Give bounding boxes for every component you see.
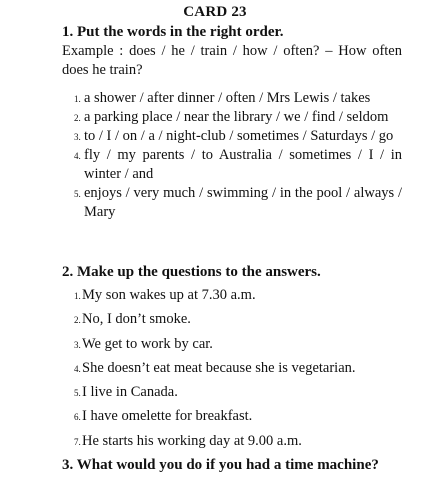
task1-list <box>62 89 402 222</box>
item-text: No, I don’t smoke. <box>82 311 191 328</box>
task1-item <box>62 184 402 222</box>
task1-item <box>62 146 402 184</box>
item-text: a parking place / near the library / we / find / seldom <box>84 109 389 125</box>
item-number: 1. <box>74 291 81 301</box>
item-number: 4. <box>74 151 81 161</box>
item-number: 5. <box>74 189 81 199</box>
item-text: a shower / after dinner / often / Mrs Lewis / takes <box>84 90 371 106</box>
task2-item <box>62 432 402 456</box>
task2-item <box>62 286 402 310</box>
task1-item <box>62 89 402 108</box>
task3-heading: 3. What would you do if you had a time machine? <box>62 457 379 473</box>
task2-heading: 2. Make up the questions to the answers. <box>62 264 321 280</box>
task2-item <box>62 383 402 407</box>
item-text: I live in Canada. <box>82 384 178 401</box>
task2-item <box>62 407 402 431</box>
item-text: I have omelette for breakfast. <box>82 408 253 425</box>
item-number: 4. <box>74 363 81 374</box>
task1-item <box>62 108 402 127</box>
item-number: 2. <box>74 113 81 123</box>
task1-example: Example : does / he / train / how / often? – How often does he train? <box>62 43 402 78</box>
item-number: 1. <box>74 94 81 104</box>
item-text: enjoys / very much / swimming / in the pool / always / Mary <box>84 185 402 220</box>
item-text: She doesn’t eat meat because she is vegetarian. <box>82 359 356 376</box>
task2-item <box>62 310 402 334</box>
task1-heading: 1. Put the words in the right order. <box>62 24 284 40</box>
item-text: My son wakes up at 7.30 a.m. <box>82 287 256 303</box>
item-text: We get to work by car. <box>82 335 213 352</box>
item-number: 7. <box>74 436 81 447</box>
item-number: 3. <box>74 339 81 350</box>
card-title: CARD 23 <box>183 4 247 20</box>
task2-item <box>62 359 402 383</box>
item-number: 2. <box>74 315 81 326</box>
task2-list <box>62 286 402 456</box>
task2-item <box>62 335 402 359</box>
item-text: to / I / on / a / night-club / sometimes / Saturdays / go <box>84 128 394 144</box>
item-number: 6. <box>74 412 81 423</box>
task1-item <box>62 127 402 146</box>
item-number: 5. <box>74 388 81 399</box>
item-text: fly / my parents / to Australia / sometimes / I / in winter / and <box>84 147 402 182</box>
item-text: He starts his working day at 9.00 a.m. <box>82 432 302 449</box>
item-number: 3. <box>74 132 81 142</box>
